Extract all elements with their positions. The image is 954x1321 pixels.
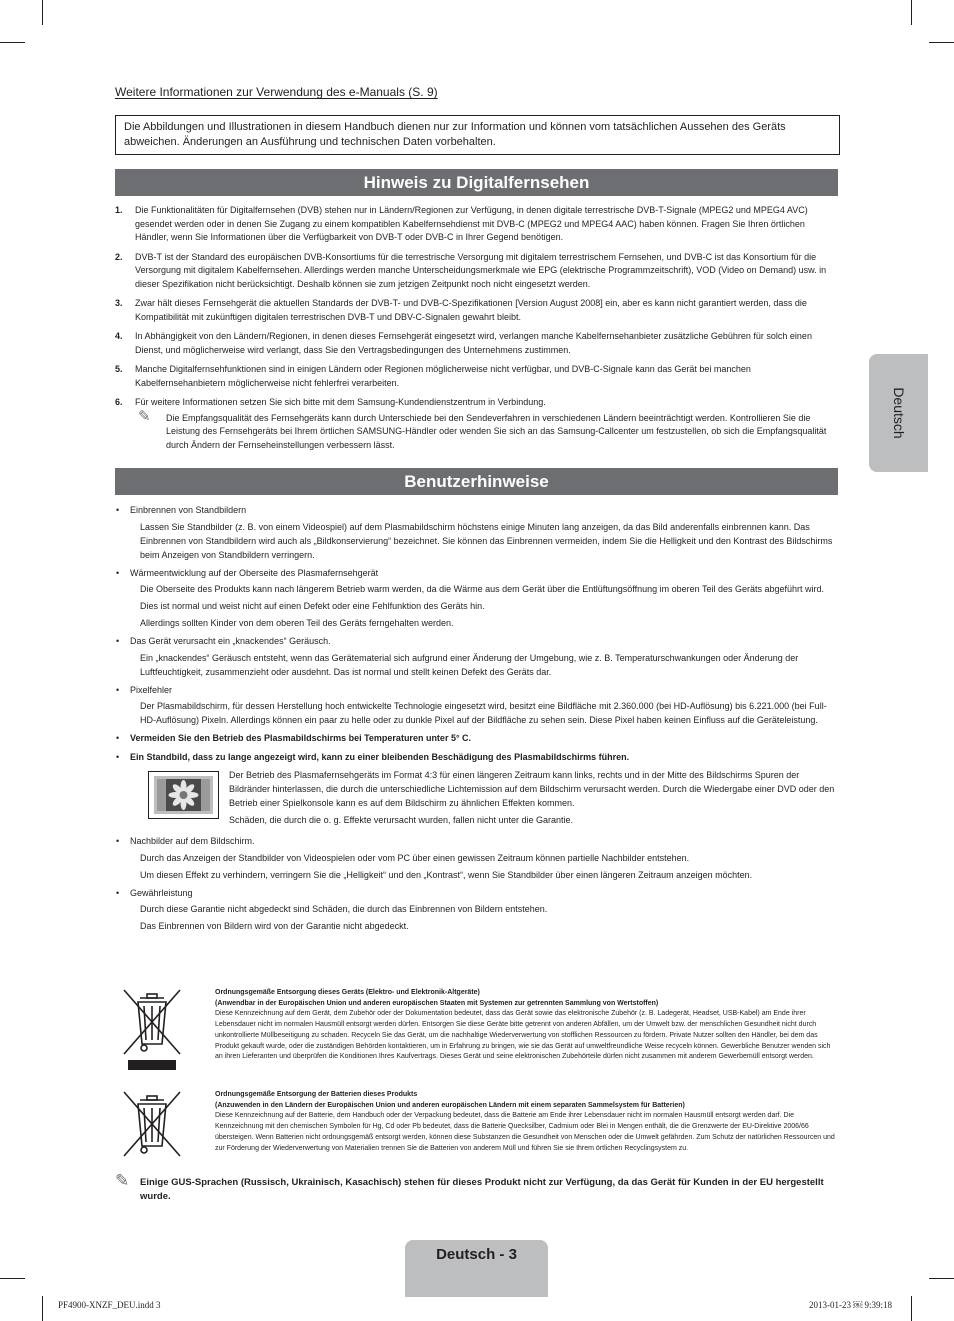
bullet-text: Dies ist normal und weist nicht auf einen Defekt oder eine Fehlfunktion des Geräts hin.: [140, 601, 485, 611]
crop-mark: [42, 1296, 43, 1321]
list-item: [115, 251, 838, 292]
bullet-text: Der Betrieb des Plasmafernsehgeräts im Format 4:3 für einen längeren Zeitraum kann links, rechts und in der Mitte des Bildschirms Spuren der Bildränder hinterlassen, die durch die unterschiedliche Lichtemission auf dem Bildschirm verursacht werden. Durch die Wiedergabe einer DVD oder den Betrieb einer Spielkonsole kann es auf dem Bildschirm zu ähnlichen Effekten kommen.: [229, 770, 835, 808]
item-text: In Abhängigkeit von den Ländern/Regionen, in denen dieses Fernsehgerät eingesetzt wird, verlangen manche Kabelfernsehanbieter zusätzliche Gebühren für solch einen Dienst, und möglicherweise wird verlangt, dass Sie den Vertragsbedingungen des Unternehmens zustimmen.: [135, 331, 812, 355]
bullet-item: [115, 732, 838, 746]
bullet-heading: Das Gerät verursacht ein „knackendes“ Geräusch.: [130, 636, 331, 646]
footer-timestamp: 2013-01-23 ￼ 9:39:18: [809, 1300, 892, 1310]
bullet-text: Durch diese Garantie nicht abgedeckt sind Schäden, die durch das Einbrennen von Bildern entstehen.: [140, 904, 548, 914]
bullet-item: [115, 567, 838, 631]
bullet-icon: •: [116, 567, 120, 578]
bullet-heading: Gewährleistung: [130, 887, 193, 898]
reception-note: [135, 407, 838, 453]
bullet-heading: Nachbilder auf dem Bildschirm.: [130, 836, 255, 846]
bullet-text: Durch das Anzeigen der Standbilder von Videospielen oder vom PC über einen gewissen Zeitraum können partielle Nachbilder entstehen.: [140, 852, 690, 863]
disposal-section: [115, 988, 838, 1162]
item-number: 5.: [115, 364, 123, 374]
bullet-text: Ein „knackendes“ Geräusch entsteht, wenn das Gerätematerial sich aufgrund einer Änderung der Umgebung, wie z. B. Temperaturschwankungen oder Änderung der Luftfeuchtigkeit, zusammenzieht oder ausdehnt. Das ist normal und stellt keinen Defekt des Geräts dar.: [140, 652, 799, 677]
bullet-item: [115, 635, 838, 679]
bullet-heading: Wärmeentwicklung auf der Oberseite des Plasmafernsehgerät: [130, 567, 379, 578]
disposal-text: Diese Kennzeichnung auf der Batterie, dem Handbuch oder der Verpackung bedeutet, dass die Batterie am Ende ihrer Lebensdauer nicht im normalen Hausmüll entsorgt werden darf. Die Kennzeichnung mit den chemischen Symbolen für Hg, Cd oder Pb bedeutet, dass die Batterie Quecksilber, Cadmium oder Blei in Mengen enthält, die die Grenzwerte der EU-Direktive 2006/66 übersteigen. Wenn Batterien nicht ordnungsgemäß entsorgt werden, können diese Substanzen die Gesundheit von Menschen oder die Umwelt gefährden. Zum Schutz der natürlichen Ressourcen und zur Förderung der Wiederverwertung von Materialien trennen Sie die Batterien von anderem Müll und führen Sie sie Ihrem örtlichen Recyclingsystem zu.: [215, 1112, 835, 1152]
item-number: 1.: [115, 205, 123, 215]
disposal-heading: Ordnungsgemäße Entsorgung der Batterien dieses Produkts: [215, 1091, 418, 1098]
page-number-tab: [405, 1240, 548, 1297]
bullet-icon: •: [116, 887, 120, 898]
disposal-subheading: (Anwendbar in der Europäischen Union und anderen europäischen Staaten mit Systemen zur getrennten Sammlung von Wertstoffen): [215, 999, 659, 1007]
footer-file-info: PF4900-XNZF_DEU.indd 3: [58, 1300, 161, 1310]
bullet-text: Die Oberseite des Produkts kann nach längerem Betrieb warm werden, da die Wärme aus dem Gerät über die Entlüftungsöffnung im oberen Teil des Geräts abgeführt wird.: [140, 584, 825, 594]
disposal-subheading: (Anzuwenden in den Ländern der Europäischen Union und anderen europäischen Ländern mit einem separaten Sammelsystem für Batterien): [215, 1101, 685, 1109]
bullet-item: [115, 887, 838, 934]
bullet-text: Allerdings sollten Kinder von dem oberen Teil des Geräts ferngehalten werden.: [140, 618, 454, 628]
battery-disposal: [115, 1090, 838, 1162]
crossed-out-wheelie-bin-icon: [120, 988, 184, 1072]
crop-mark: [0, 42, 25, 43]
crop-mark: [929, 42, 954, 43]
item-text: DVB-T ist der Standard des europäischen DVB-Konsortiums für die terrestrische Versorgung mit digitalem terrestrischem Fernsehen, und DVB-C ist das Konsortium für die Versorgung mit digitalem Kabelfernsehen. Allerdings werden manche Unterscheidungsmerkmale wie EPG (elektrische Programmzeitschrift), VOD (Video on Demand) usw. in dieser Spezifikation nicht berücksichtigt. Deshalb können sie zum jetzigen Zeitpunkt noch nicht eingesetzt werden.: [135, 251, 827, 289]
note-text: Einige GUS-Sprachen (Russisch, Ukrainisch, Kasachisch) stehen für dieses Produkt nicht zur Verfügung, da das Gerät für Kunden in der EU hergestellt wurde.: [140, 1177, 824, 1202]
bullet-text: Um diesen Effekt zu verhindern, verringern Sie die „Helligkeit“ und den „Kontrast“, wenn Sie Standbilder über einen längeren Zeitraum anzeigen möchten.: [140, 869, 753, 880]
section-title-digital: Hinweis zu Digitalfernsehen: [115, 169, 838, 196]
crossed-out-wheelie-bin-icon: [120, 1090, 184, 1160]
disclaimer-box: Die Abbildungen und Illustrationen in diesem Handbuch dienen nur zur Information und können vom tatsächlichen Aussehen des Geräts abweichen. Änderungen an Ausführung und technischen Daten vorbehalten.: [115, 115, 840, 155]
bullet-item: [115, 504, 838, 562]
emanual-link[interactable]: Weitere Informationen zur Verwendung des e-Manuals (S. 9): [115, 85, 438, 99]
device-disposal: [115, 988, 838, 1080]
bullet-heading: Ein Standbild, dass zu lange angezeigt wird, kann zu einer bleibenden Beschädigung des Plasmabildschirms führen.: [130, 751, 630, 762]
list-item: [115, 363, 838, 390]
bullet-text: Der Plasmabildschirm, für dessen Herstellung hoch entwickelte Technologie eingesetzt wird, besitzt eine Bildfläche mit 2.360.000 (bei HD-Auflösung) bis 6.221.000 (bei Full-HD-Auflösung) Pixeln. Allerdings können ein paar zu helle oder zu dunkle Pixel auf der Bildfläche zu sehen sein. Diese Pixel haben keinen Einfluss auf die Geräteleistung.: [140, 701, 827, 725]
bullet-text: Lassen Sie Standbilder (z. B. von einem Videospiel) auf dem Plasmabildschirm höchstens einige Minuten lang anzeigen, da das Bild anderenfalls einbrennen kann. Das Einbrennen von Standbildern wird auch als „Bildkonservierung“ bezeichnet. Sie können das Einbrennen vermeiden, indem Sie die Helligkeit und den Kontrast des Bildschirms beim Anzeigen von Standbildern verringern.: [140, 521, 833, 560]
digital-notes-list: [115, 204, 838, 458]
crop-mark: [911, 0, 912, 25]
list-item: [115, 297, 838, 324]
bullet-icon: •: [116, 836, 120, 846]
bullet-icon: •: [116, 751, 120, 762]
disposal-text: Diese Kennzeichnung auf dem Gerät, dem Zubehör oder der Dokumentation bedeutet, dass das Gerät sowie das elektronische Zubehör (z. B. Ladegerät, Headset, USB-Kabel) am Ende ihrer Lebensdauer nicht im normalen Hausmüll entsorgt werden dürfen. Entsorgen Sie diese Geräte bitte getrennt von anderen Abfällen, um der Umwelt bzw. der menschlichen Gesundheit nicht durch unkontrollierte Müllbeseitigung zu schaden. Recyceln Sie das Gerät, um die nachhaltige Wiederverwertung von stofflichen Ressourcen zu fördern. Private Nutzer sollten den Händler, bei dem das Produkt gekauft wurde, oder die zuständigen Behörden kontaktieren, um in Erfahrung zu bringen, wie sie das Gerät auf umweltfreundliche Weise recyceln können. Gewerbliche Benutzer wenden sich an ihren Lieferanten und überprüfen die Konditionen Ihres Kaufvertrags. Dieses Gerät und seine elektronischen Zubehörteile dürfen nicht zusammen mit anderem Gewerbemüll entsorgt werden.: [215, 1010, 831, 1061]
bullet-icon: •: [116, 684, 120, 695]
crop-mark: [929, 1278, 954, 1279]
list-item: [115, 204, 838, 245]
bullet-heading: Einbrennen von Standbildern: [130, 505, 247, 515]
bullet-heading: Vermeiden Sie den Betrieb des Plasmabildschirms bei Temperaturen unter 5° C.: [130, 733, 472, 743]
item-number: 3.: [115, 298, 123, 308]
item-number: 6.: [115, 397, 123, 407]
pencil-note-icon: ✎: [138, 407, 151, 425]
bullet-text: Das Einbrennen von Bildern wird von der Garantie nicht abgedeckt.: [140, 921, 409, 931]
bullet-item: [115, 751, 838, 828]
crop-mark: [0, 1278, 25, 1279]
item-text: Die Funktionalitäten für Digitalfernsehen (DVB) stehen nur in Ländern/Regionen zur Verfügung, in denen digitale terrestrische DVB-T-Signale (MPEG2 und MPEG4 AVC) gesendet werden oder in denen Sie Zugang zu einem kompatiblen Kabelfernsehdienst mit DVB-C (MPEG2 und MPEG4 AAC) haben können. Fragen Sie Ihren örtlichen Händler, wenn Sie Informationen über die Verfügbarkeit von DVB-T oder DVB-C in Ihrer Gegend benötigen.: [135, 205, 808, 242]
bullet-icon: •: [116, 733, 120, 743]
bullet-icon: •: [116, 636, 120, 646]
burn-in-example: [130, 768, 838, 827]
list-item: [115, 396, 838, 452]
pencil-note-icon: ✎: [115, 1171, 130, 1190]
bullet-item: [115, 684, 838, 728]
crop-mark: [911, 1296, 912, 1321]
side-tab-label: Deutsch: [890, 387, 907, 439]
bullet-text: Schäden, die durch die o. g. Effekte verursacht wurden, fallen nicht unter die Garantie.: [229, 815, 574, 825]
item-number: 2.: [115, 251, 123, 262]
tv-flower-image: [148, 771, 219, 819]
bullet-item: [115, 835, 838, 882]
bullet-icon: •: [116, 505, 120, 515]
item-number: 4.: [115, 331, 123, 341]
item-text: Für weitere Informationen setzen Sie sich bitte mit dem Samsung-Kundendienstzentrum in Verbindung.: [135, 397, 546, 407]
list-item: [115, 330, 838, 357]
page-label: Deutsch - 3: [436, 1246, 517, 1263]
section-title-user: Benutzerhinweise: [115, 468, 838, 495]
crop-mark: [42, 0, 43, 25]
note-text: Die Empfangsqualität des Fernsehgeräts kann durch Unterschiede bei den Sendeverfahren in verschiedenen Ländern beeinträchtigt werden. Kontrollieren Sie die Leistung des Fernsehgeräts bei Ihrem örtlichen SAMSUNG-Händler oder wenden Sie sich an das Samsung-Callcenter um festzustellen, ob sich die Empfangsqualität durch Ändern der Fernseheinstellungen verbessern lässt.: [166, 412, 827, 450]
language-side-tab[interactable]: [869, 354, 928, 472]
item-text: Manche Digitalfernsehfunktionen sind in einigen Ländern oder Regionen möglicherweise nicht verfügbar, und DVB-C-Signale kann das Gerät bei manchen Kabelfernsehanbietern möglicherweise nicht fehlerfrei verarbeiten.: [135, 364, 751, 388]
bullet-heading: Pixelfehler: [130, 684, 173, 695]
language-note: [115, 1171, 840, 1204]
user-notes-list: [115, 504, 838, 938]
item-text: Zwar hält dieses Fernsehgerät die aktuellen Standards der DVB-T- und DVB-C-Spezifikationen [Version August 2008] ein, aber es kann nicht garantiert werden, dass die Kompatibilität mit zukünftigen digitalen terrestrischen DVB-T und DBV-C-Signalen gewahrt bleibt.: [135, 298, 807, 322]
disposal-heading: Ordnungsgemäße Entsorgung dieses Geräts (Elektro- und Elektronik-Altgeräte): [215, 989, 480, 996]
